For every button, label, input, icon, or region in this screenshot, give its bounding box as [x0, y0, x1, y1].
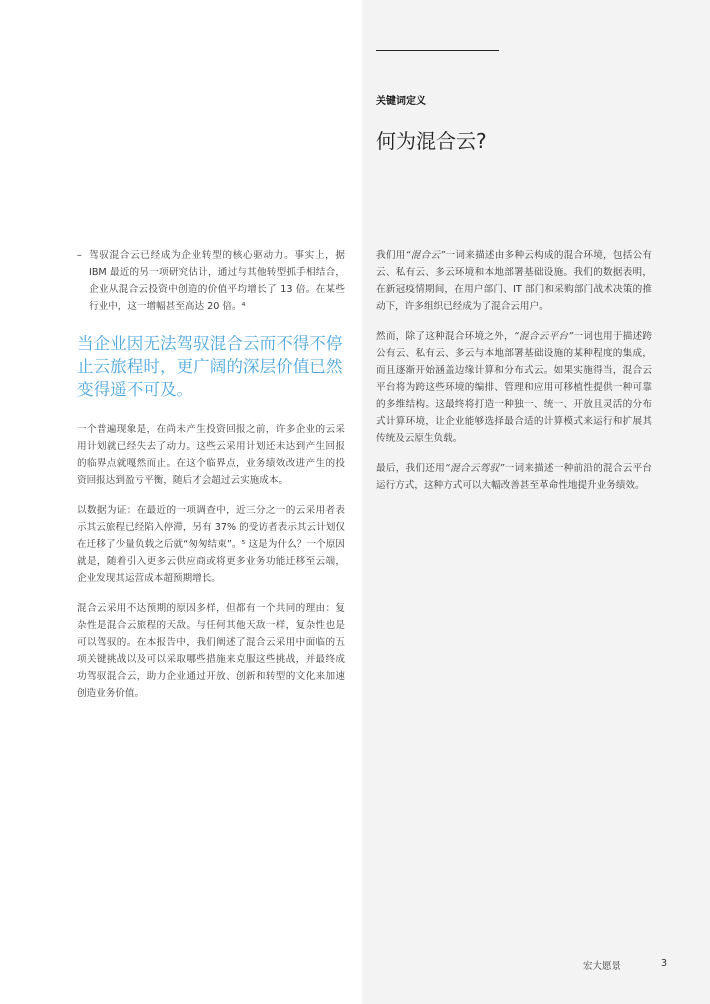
bullet-text: 驾驭混合云已经成为企业转型的核心驱动力。事实上，据 IBM 最近的另一项研究估计，通过与其他转型抓手相结合，企业从混合云投资中创造的价值平均增长了 13 倍。在某些行业中，这一增幅甚至高达 20 倍。⁴: [89, 250, 345, 312]
footer-section-label: 宏大愿景: [583, 961, 622, 972]
definition-text: [376, 247, 652, 507]
body-paragraph: 混合云采用不达预期的原因多样，但都有一个共同的理由：复杂性是混合云旅程的天敌。与任何其他天敌一样，复杂性也是可以驾驭的。在本报告中，我们阐述了混合云采用中面临的五项关键挑战以及可以采取哪些措施来克服这些挑战，并最终成功驾驭混合云，助力企业通过开放、创新和转型的文化来加速创造业务价值。: [77, 603, 345, 699]
page-number: 3: [661, 958, 668, 969]
sidebar-rule: [376, 50, 499, 51]
definition-paragraph: 最后，我们还用“混合云驾驭”一词来描述一种前沿的混合云平台运行方式，这种方式可以大幅改善甚至革命性地提升业务绩效。: [376, 463, 653, 491]
defined-term: “混合云平台”: [513, 331, 574, 342]
bullet-point: [77, 247, 345, 315]
definition-paragraph: 我们用“混合云”一词来描述由多种云构成的混合环境，包括公有云、私有云、多云环境和本地部署基础设施。我们的数据表明，在新冠疫情期间，在用户部门、IT 部门和采购部门战术决策的推动下，许多组织已经成为了混合云用户。: [376, 250, 653, 312]
sidebar-kicker: 关键词定义: [376, 96, 426, 107]
bullet-dash: –: [77, 250, 82, 261]
sidebar-heading: 何为混合云?: [376, 129, 487, 153]
defined-term: “混合云驾驭”: [444, 463, 505, 474]
pull-quote: 当企业因无法驾驭混合云而不得不停止云旅程时，更广阔的深层价值已然变得遥不可及。: [77, 334, 343, 399]
defined-term: “混合云”: [405, 250, 446, 261]
body-paragraph: 以数据为证：在最近的一项调查中，近三分之一的云采用者表示其云旅程已经陷入停滞，另有 37% 的受访者表示其云计划仅在迁移了少量负载之后就“匆匆结束”。⁵ 这是为什么？一个原因就是，随着引入更多云供应商或将更多业务功能迁移至云端，企业发现其运营成本超预期增长。: [77, 505, 345, 584]
definition-paragraph: 然而，除了这种混合环境之外，“混合云平台”一词也用于描述跨公有云、私有云、多云与本地部署基础设施的某种程度的集成，而且逐渐开始涵盖边缘计算和分布式云。如果实施得当，混合云平台将为跨这些环境的编排、管理和应用可移植性提供一种可靠的多维结构。这最终将打造一种独一、统一、开放且灵活的分布式计算环境，让企业能够选择最合适的计算模式来运行和扩展其传统及云原生负载。: [376, 331, 653, 444]
main-column: [77, 247, 345, 715]
body-paragraph: 一个普遍现象是，在尚未产生投资回报之前，许多企业的云采用计划就已经失去了动力。这些云采用计划还未达到产生回报的临界点就嘎然而止。在这个临界点，业务绩效改进产生的投资回报达到盈亏平衡，随后才会超过云实施成本。: [77, 424, 345, 486]
